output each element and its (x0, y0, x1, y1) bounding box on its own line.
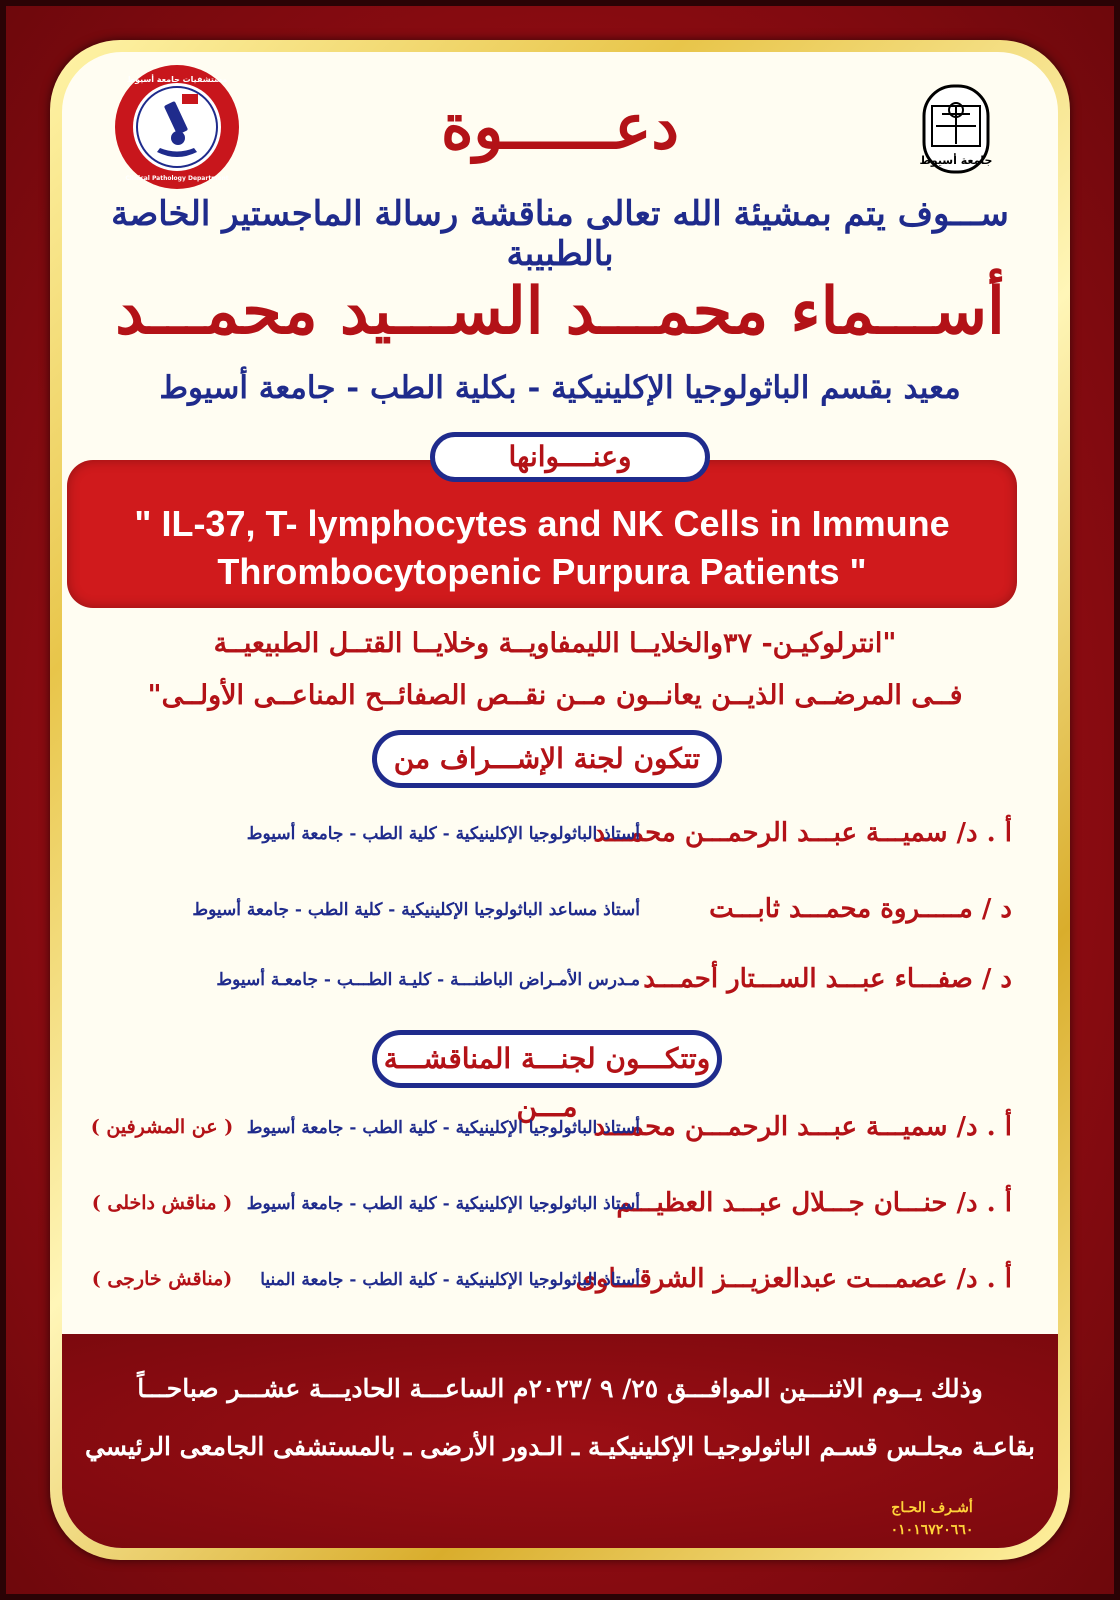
footer-date-time: وذلك يــوم الاثنـــين الموافـــق ٢٥/ ٩ /٢٠٢٣م الساعـــة الحاديـــة عشـــر صباحـــاً (137, 1374, 983, 1403)
committee-role: (مناقش خارجى ) (91, 1268, 233, 1290)
supervisor-row (82, 894, 1012, 934)
logo-right-text: جامعة أسيوط (919, 154, 993, 167)
committee-desc: أستاذ الباثولوجيا الإكلينيكية - كلية الطب - جامعة أسيوط (246, 1194, 640, 1214)
footer-location: بقاعـة مجلـس قسـم الباثولوجيـا الإكلينيكيـة ـ الـدور الأرضى ـ بالمستشفى الجامعى الرئيسي (84, 1432, 1035, 1461)
supervisor-row (82, 818, 1012, 858)
title-label: وعنــــوانها (430, 432, 710, 482)
designer-phone: ٠١٠١٦٧٢٠٦٦٠ (890, 1522, 974, 1538)
supervisor-name: د / مـــــروة محمـــد ثابـــت (709, 894, 1012, 924)
intro-text: ســـوف يتم بمشيئة الله تعالى مناقشة رسالة الماجستير الخاصة بالطبيبة (111, 194, 1009, 274)
supervisor-desc: أستاذ مساعد الباثولوجيا الإكلينيكية - كلية الطب - جامعة أسيوط (192, 900, 640, 920)
invitation-panel (62, 52, 1058, 1548)
candidate-affiliation: معيد بقسم الباثولوجيا الإكلينيكية - بكلية الطب - جامعة أسيوط (159, 370, 961, 406)
committee-desc: أستاذ الباثولوجيا الإكلينيكية - كلية الطب - جامعة أسيوط (246, 1118, 640, 1138)
arabic-title-line2: فــى المرضــى الذيــن يعانــون مــن نقــص الصفائــح المناعــى الأولــى" (147, 680, 963, 711)
supervisor-name: د / صفـــاء عبـــد الســـتار أحمـــد (643, 964, 1012, 994)
committee-row (82, 1188, 1012, 1228)
supervisor-name: أ . د/ سميـــة عبـــد الرحمـــن محمـــد (593, 818, 1012, 848)
designer-credit: أشـرف الحـاج (891, 1500, 973, 1516)
candidate-name: أســـماء محمـــد الســـيد محمـــد (115, 274, 1005, 349)
supervisor-row (82, 964, 1012, 1004)
committee-row (82, 1112, 1012, 1152)
supervisor-desc: مـدرس الأمـراض الباطنـــة - كليـة الطـــب - جامعـة أسيوط (216, 970, 640, 990)
committee-name: أ . د/ حنـــان جـــلال عبـــد العظيـــم (616, 1188, 1012, 1218)
arabic-title-line1: "انترلوكيـن- ٣٧والخلايــا الليمفاويــة وخلايــا القتــل الطبيعيــة (213, 628, 897, 659)
logo-left-subtext: Clinical Pathology Department (125, 175, 229, 182)
committee-desc: أستاذ الباثولوجيا الإكلينيكية - كلية الطب - جامعة المنيا (260, 1270, 640, 1290)
arabic-title (90, 618, 1020, 722)
committee-name: أ . د/ سميـــة عبـــد الرحمـــن محمـــد (593, 1112, 1012, 1142)
committee-role: ( عن المشرفين ) (90, 1116, 234, 1138)
logo-left-text: مستشفيات جامعة أسيوط (126, 75, 228, 84)
committee-row (82, 1264, 1012, 1304)
supervision-label: تتكون لجنة الإشـــراف من (372, 730, 722, 788)
english-title-line1: " IL-37, T- lymphocytes and NK Cells in Immune (134, 503, 950, 544)
invitation-heading: دعــــــوة (440, 90, 680, 163)
committee-name: أ . د/ عصمـــت عبدالعزيـــز الشرقـــاوى (575, 1264, 1012, 1294)
committee-label: وتتكـــون لجنـــة المناقشـــة مـــن (372, 1030, 722, 1088)
english-title-box (67, 460, 1017, 608)
committee-role: ( مناقش داخلى ) (91, 1192, 233, 1214)
english-title-line2: Thrombocytopenic Purpura Patients " (217, 551, 867, 592)
supervisor-desc: أستاذ الباثولوجيا الإكلينيكية - كلية الطب - جامعة أسيوط (246, 824, 640, 844)
